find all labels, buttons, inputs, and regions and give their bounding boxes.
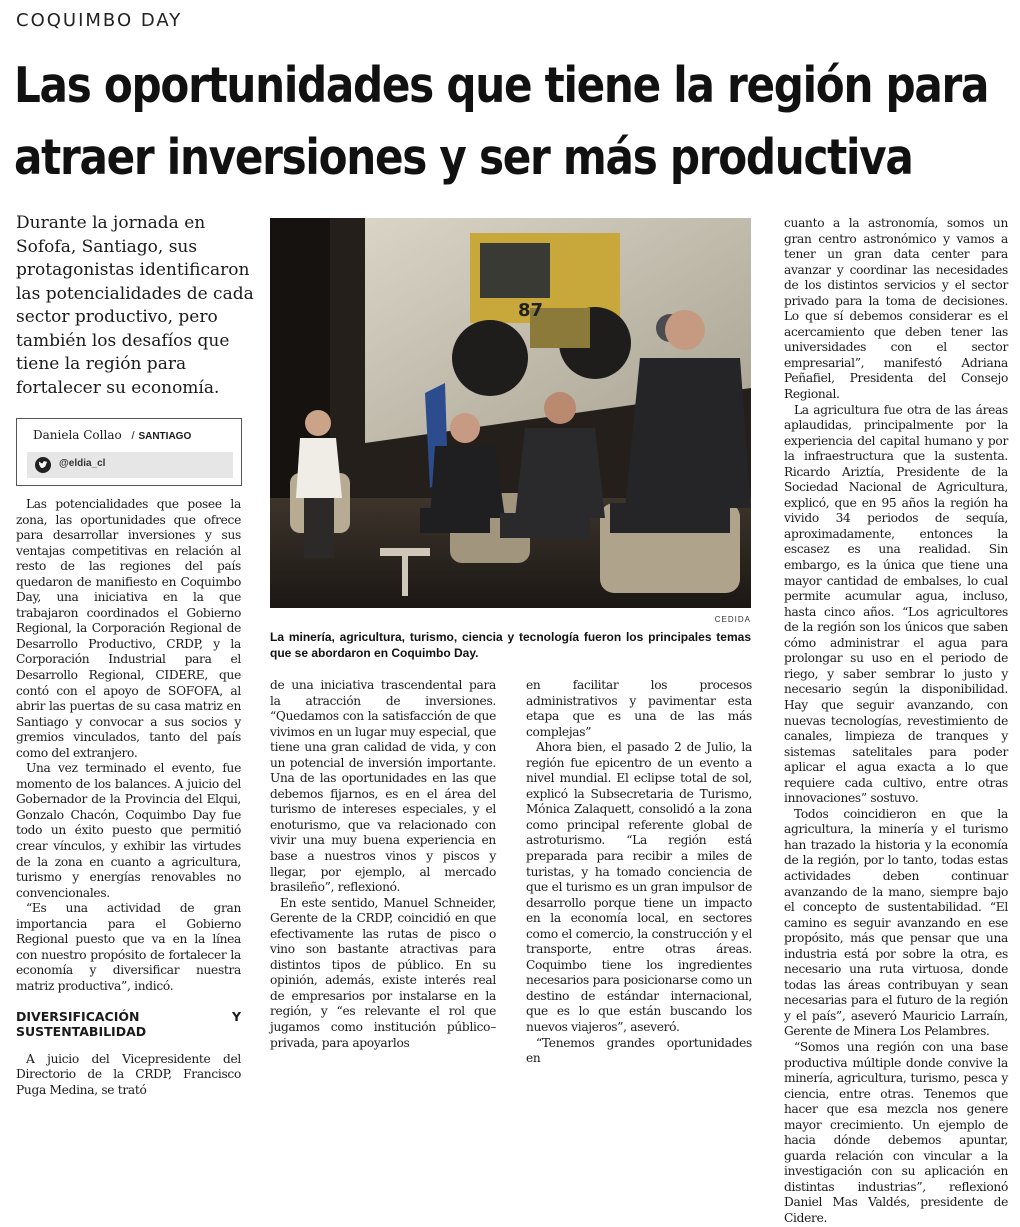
article-column-4 <box>784 216 1008 1227</box>
lead-paragraph: Durante la jornada en Sofofa, Santiago, sus protagonistas identificaron las potencialidades de cada sector productivo, pero también los desafíos que tiene la región para fortalecer su economía. <box>16 213 254 398</box>
screen-number: 87 <box>518 300 544 321</box>
twitter-handle[interactable]: @eldia_cl <box>59 458 106 469</box>
byline-separator: / <box>131 430 135 442</box>
paragraph: Una vez terminado el evento, fue momento de los balances. A juicio del Gobernador de la Provincia del Elqui, Gonzalo Chacón, Coquimbo Day fue todo un éxito puesto que permitió crear vínculos, y exhibir las virtudes de la zona en cuanto a agricultura, turismo y energías renovables no convencionales. <box>16 761 241 900</box>
headline-line-1: Las oportunidades que tiene la región para <box>14 57 989 114</box>
subheading: DIVERSIFICACIÓN Y SUSTENTABILIDAD <box>16 1008 241 1040</box>
paragraph: La agricultura fue otra de las áreas aplaudidas, principalmente por la experiencia del capital humano y por la infraestructura que la sustenta. Ricardo Ariztía, Presidente de la Sociedad Nacional de Agricultura, explicó, que en 95 años la región ha vivido 34 periodos de sequía, aproximadamente, entonces la escasez es una realidad. Sin embargo, es la única que tiene una mayor cantidad de embalses, lo cual permite acumular agua, incluso, hasta cinco años. “Los agricultores de la región son los únicos que saben cómo administrar el agua para prolongar su uso en el periodo de riego, y saber sembrar lo justo y necesario según la disponibilidad. Hay que seguir avanzando, con nuevas tecnologías, revestimiento de canales, limpieza de tranques y sistemas satelitales para poder aplicar el agua exacta a lo que requiere cada cultivo, entre otras innovaciones” sostuvo. <box>784 402 1008 806</box>
paragraph: de una iniciativa trascendental para la atracción de inversiones. “Quedamos con la satisfacción de que vivimos en un lugar muy especial, que tiene una gran calidad de vida, y con un potencial de inversión importante. Una de las oportunidades en las que debemos fijarnos, es en el área del turismo de intereses especiales, y el enoturismo, que va relacionado con vivir una muy buena experiencia en base a nuestros vinos y piscos y llegar, por ejemplo, al mercado brasileño”, reflexionó. <box>270 678 496 895</box>
paragraph: “Tenemos grandes oportunidades en <box>526 1035 752 1066</box>
paragraph: Todos coincidieron en que la agricultura, la minería y el turismo han trazado la historia y la economía de la región, por lo tanto, todas estas actividades deben continuar avanzando de la mano, siempre bajo el concepto de sustentabilidad. “El camino es seguir avanzando en ese propósito, más que pensar que una industria está por sobre la otra, es necesario una ruta virtuosa, donde todas las áreas contribuyan y sean necesarias para el futuro de la región y el país”, aseveró Mauricio Larraín, Gerente de Minera Los Pelambres. <box>784 806 1008 1039</box>
byline-city: SANTIAGO <box>138 431 192 442</box>
author-name: Daniela Collao <box>33 428 122 442</box>
paragraph: “Somos una región con una base productiva múltiple donde convive la minería, agricultura, turismo, pesca y ciencia, entre otras. Tenemos que hacer que esa mezcla nos genere mayor crecimiento. Un ejemplo de hacia dónde debemos apuntar, guarda relación con vincular a la investigación con su aplicación en distintas industrias”, reflexionó Daniel Mas Valdés, presidente de Cidere. <box>784 1039 1008 1225</box>
paragraph: “Es una actividad de gran importancia para el Gobierno Regional puesto que va en la línea con nuestro propósito de fortalecer la economía y diversificar nuestra matriz productiva”, indicó. <box>16 901 241 993</box>
paragraph: En este sentido, Manuel Schneider, Gerente de la CRDP, coincidió en que efectivamente las rutas de pisco o vino son bastante atractivas para distintos tipos de público. En su opinión, además, existe interés real de empresarios por instalarse en la región, y “es relevante el rol que jugamos como institución público–privada, para apoyarlos <box>270 895 496 1050</box>
paragraph: Ahora bien, el pasado 2 de Julio, la región fue epicentro de un evento a nivel mundial. El eclipse total de sol, explicó la Subsecretaria de Turismo, Mónica Zalaquett, consolidó a la zona como principal referente global de astroturismo. “La región está preparada para recibir a miles de turistas, y ha tomado conciencia de que el turismo es un gran impulsor de desarrollo porque tiene un impacto en la economía local, en sectores como el comercio, la construcción y el transporte, entre otras áreas. Coquimbo tiene los ingredientes necesarios para posicionarse como un destino de estándar internacional, que es lo que están buscando los nuevos viajeros”, aseveró. <box>526 740 752 1035</box>
section-label: COQUIMBO DAY <box>16 10 183 31</box>
twitter-bar <box>27 452 233 478</box>
photo-caption: La minería, agricultura, turismo, ciencia y tecnología fueron los principales temas que se abordaron en Coquimbo Day. <box>270 630 751 660</box>
paragraph: Las potencialidades que posee la zona, las oportunidades que ofrece para desarrollar inversiones y sus ventajas competitivas en relación al resto de las regiones del país quedaron de manifiesto en Coquimbo Day, una iniciativa en la que trabajaron coordinados el Gobierno Regional, la Corporación Regional de Desarrollo Productivo, CRDP, y la Corporación Industrial para el Desarrollo Regional, CIDERE, que contó con el apoyo de SOFOFA, al abrir las puertas de su casa matriz en Santiago y convocar a sus socios y gremios vinculados, tanto del país como del extranjero. <box>16 497 241 760</box>
article-column-3 <box>526 678 752 1067</box>
headline <box>14 50 1012 194</box>
twitter-icon <box>35 457 51 473</box>
event-photo <box>270 218 751 608</box>
paragraph: cuanto a la astronomía, somos un gran centro astronómico y vamos a tener un gran data center para avanzar y coordinar las necesidades de los distintos servicios y el sector privado para la toma de decisiones. Lo que sí debemos considerar es el acercamiento que deben tener las universidades con el sector empresarial”, manifestó Adriana Peñafiel, Presidenta del Consejo Regional. <box>784 216 1008 402</box>
byline <box>33 428 191 442</box>
photo-credit: CEDIDA <box>714 615 751 624</box>
paragraph: A juicio del Vicepresidente del Directorio de la CRDP, Francisco Puga Medina, se trató <box>16 1051 241 1097</box>
article-column-1 <box>16 497 241 1098</box>
headline-line-2: atraer inversiones y ser más productiva <box>14 129 913 186</box>
byline-box <box>16 418 242 486</box>
paragraph: en facilitar los procesos administrativos y pavimentar esta etapa que es una de las más complejas” <box>526 678 752 739</box>
article-column-2 <box>270 678 496 1051</box>
